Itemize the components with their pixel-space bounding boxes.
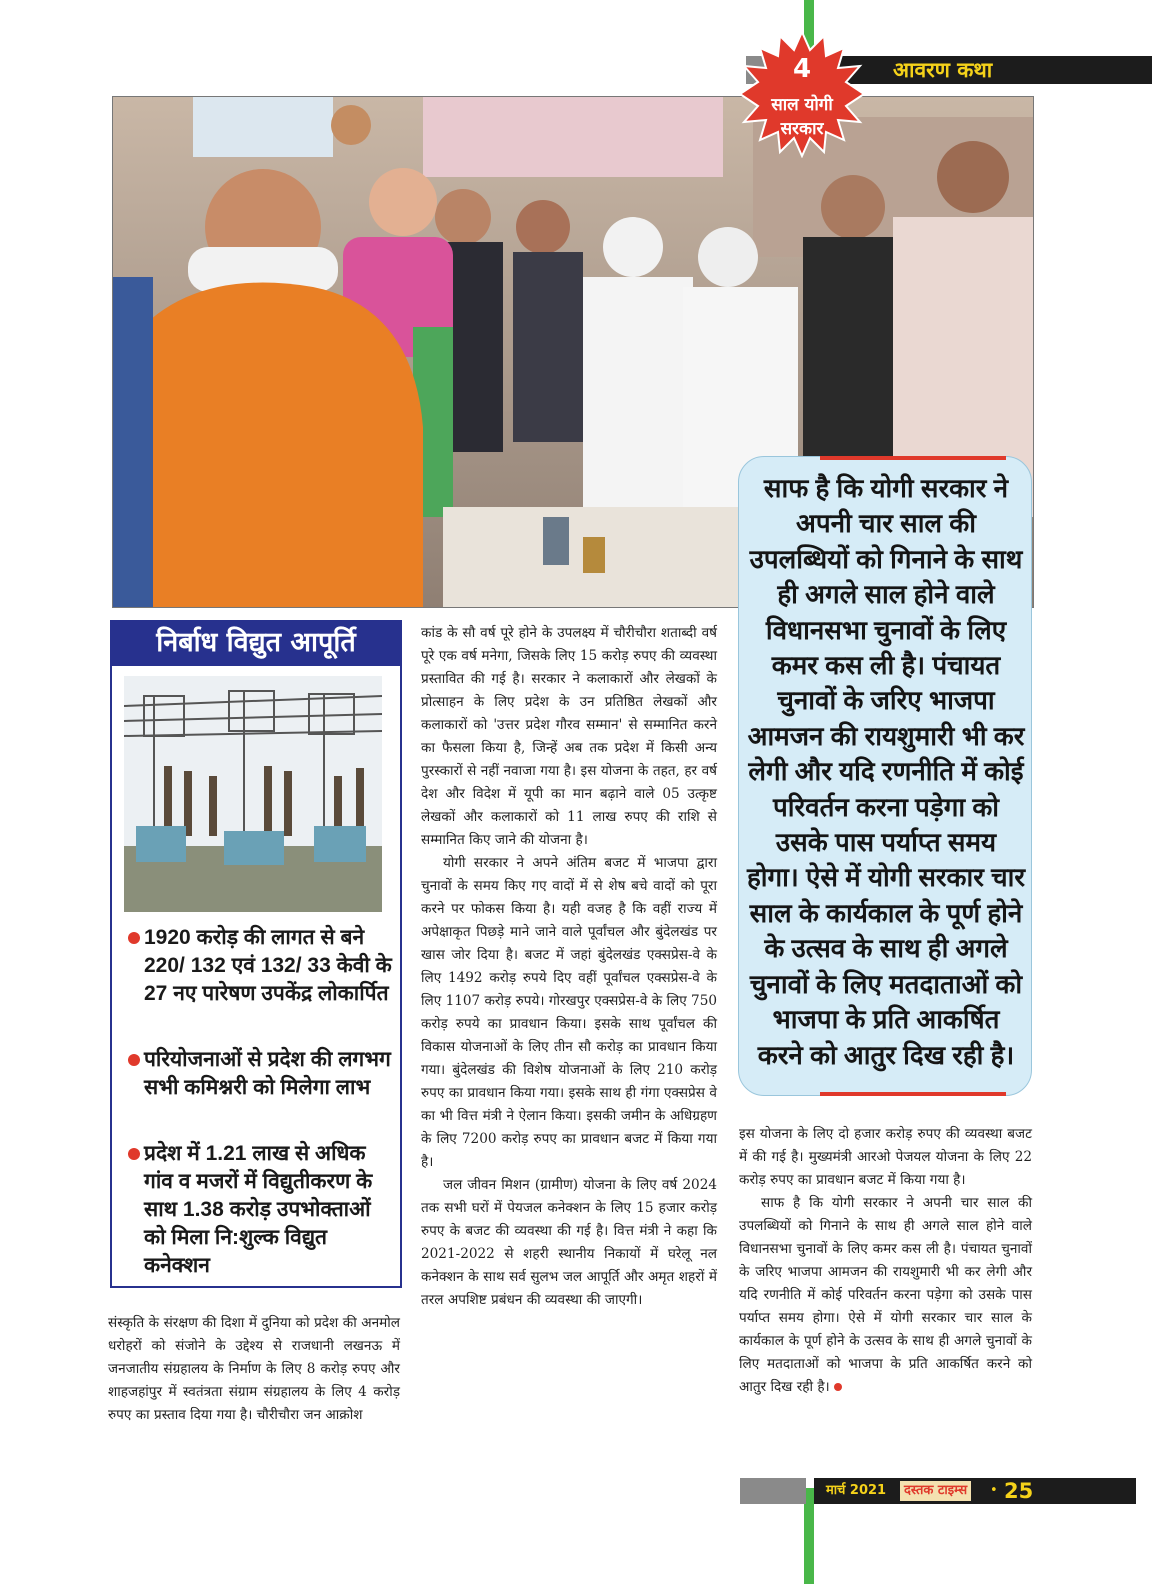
badge-number: 4	[792, 54, 812, 84]
article-paragraph: जल जीवन मिशन (ग्रामीण) योजना के लिए वर्ष 2024 तक सभी घरों में पेयजल कनेक्शन के लिए 15 हजार करोड़ रुपए के बजट की व्यवस्था की गई है। वित्त मंत्री ने कहा कि 2021-2022 से शहरी स्थानीय निकायों में घरेलू नल कनेक्शन के साथ सर्व सुलभ जल आपूर्ति और अमृत शहरों में तरल अपशिष्ट प्रबंधन की व्यवस्था की जाएगी।	[421, 1177, 717, 1308]
article-paragraph: संस्कृति के संरक्षण की दिशा में दुनिया को प्रदेश की अनमोल धरोहरों को संजोने के उद्देश्य से राजधानी लखनऊ में जनजातीय संग्रहालय के निर्माण के लिए 8 करोड़ रुपए और शाहजहांपुर में स्वतंत्रता संग्राम संग्रहालय के लिए 4 करोड़ रुपए का प्रस्ताव दिया गया है। चौरीचौरा जन आक्रोश	[108, 1315, 400, 1423]
substation-photo	[124, 676, 382, 912]
footer-separator: •	[990, 1483, 998, 1498]
article-paragraph: इस योजना के लिए दो हजार करोड़ रुपए की व्यवस्था बजट में की गई है। मुख्यमंत्री आरओ पेजयल योजना के लिए 22 करोड़ रुपए का प्रावधान बजट में किया गया है।	[739, 1126, 1032, 1188]
anniversary-badge	[738, 30, 866, 158]
pull-quote-bottom-rule	[820, 1092, 1006, 1096]
sidebar-bullet-text: 1920 करोड़ की लागत से बने 220/ 132 एवं 132/ 33 केवी के 27 नए पारेषण उपकेंद्र लोकार्पित	[144, 926, 392, 1005]
end-mark-icon	[834, 1383, 842, 1391]
badge-line-1: साल योगी	[771, 95, 833, 115]
footer-date: मार्च 2021	[826, 1483, 887, 1498]
pull-quote-top-rule	[820, 456, 1006, 460]
sidebar-bullet-text: प्रदेश में 1.21 लाख से अधिक गांव व मजरों में विद्युतीकरण के साथ 1.38 करोड़ उपभोक्ताओं को मिला नि:शुल्क विद्युत कनेक्शन	[144, 1142, 373, 1277]
bullet-dot-icon	[128, 1148, 140, 1160]
article-column-right	[739, 1123, 1032, 1399]
article-paragraph-text: साफ है कि योगी सरकार ने अपनी चार साल की उपलब्धियों को गिनाने के साथ ही अगले साल होने वाले विधानसभा चुनावों के लिए कमर कस ली है। पंचायत चुनावों के जरिए भाजपा आमजन की रायशुमारी भी कर लेगी और यदि रणनीति में कोई परिवर्तन करना पड़ेगा को उसके पास पर्याप्त समय होगा। ऐसे में योगी सरकार चार साल के कार्यकाल के पूर्ण होने के उत्सव के साथ ही अगले चुनावों के लिए मतदाताओं को भाजपा के प्रति आकर्षित करने को आतुर दिख रही है।	[739, 1195, 1032, 1395]
article-column-middle	[421, 622, 717, 1312]
article-column-left	[108, 1312, 400, 1427]
footer-bar-grey	[740, 1478, 806, 1504]
article-paragraph-final	[739, 1192, 1032, 1399]
magazine-logo: दस्तक टाइम्स	[900, 1481, 971, 1501]
article-paragraph: कांड के सौ वर्ष पूरे होने के उपलक्ष्य में चौरीचौरा शताब्दी वर्ष पूरे एक वर्ष मनेगा, जिसके लिए 15 करोड़ रुपए की व्यवस्था प्रस्तावित की गई है। सरकार ने कलाकारों और लेखकों के प्रोत्साहन के लिए प्रदेश के उन प्रतिष्ठित लेखकों और कलाकारों को 'उत्तर प्रदेश गौरव सम्मान' से सम्मानित करने का फैसला किया है, जिन्हें अब तक प्रदेश में किसी अन्य पुरस्कारों से नहीं नवाजा गया है। इस योजना के तहत, हर वर्ष देश और विदेश में यूपी का मान बढ़ाने वाले 05 उत्कृष्ट लेखकों और कलाकारों को 11 लाख रुपए की राशि से सम्मानित किए जाने की योजना है।	[421, 625, 717, 848]
bullet-dot-icon	[128, 932, 140, 944]
bullet-dot-icon	[128, 1054, 140, 1066]
page-number: 25	[1004, 1479, 1034, 1503]
pull-quote-box	[738, 456, 1032, 1096]
sidebar-title: निर्बाध विद्युत आपूर्ति	[110, 620, 402, 666]
pull-quote-text: साफ है कि योगी सरकार ने अपनी चार साल की उपलब्धियों को गिनाने के साथ ही अगले साल होने वाले विधानसभा चुनावों के लिए कमर कस ली है। पंचायत चुनावों के जरिए भाजपा आमजन की रायशुमारी भी कर लेगी और यदि रणनीति में कोई परिवर्तन करना पड़ेगा को उसके पास पर्याप्त समय होगा। ऐसे में योगी सरकार चार साल के कार्यकाल के पूर्ण होने के उत्सव के साथ ही अगले चुनावों के लिए मतदाताओं को भाजपा के प्रति आकर्षित करने को आतुर दिख रही है।	[747, 473, 1025, 1070]
article-paragraph: योगी सरकार ने अपने अंतिम बजट में भाजपा द्वारा चुनावों के समय किए गए वादों में से शेष बचे वादों को पूरा करने पर फोकस किया है। यही वजह है कि वहीं राज्य में अपेक्षाकृत पिछड़े माने जाने वाले पूर्वांचल और बुंदेलखंड पर खास जोर दिया है। बजट में जहां बुंदेलखंड एक्सप्रेस-वे के लिए 1492 करोड़ रुपये दिए वहीं पूर्वांचल एक्सप्रेस-वे के लिए 1107 करोड़ रुपये। गोरखपुर एक्सप्रेस-वे के लिए 750 करोड़ रुपये का प्रावधान किया। इसके साथ पूर्वांचल की विकास योजनाओं के लिए तीन सौ करोड़ का प्रावधान किया गया। बुंदेलखंड की विशेष योजनाओं के लिए 210 करोड़ रुपए का प्रावधान किया गया। इसके साथ ही गंगा एक्सप्रेस वे का भी वित्त मंत्री ने ऐलान किया। इसकी जमीन के अधिग्रहण के लिए 7200 करोड़ रुपए का प्रावधान बजट में किया गया है।	[421, 855, 717, 1170]
badge-line-2: सरकार	[780, 119, 824, 139]
sidebar-bullet-text: परियोजनाओं से प्रदेश की लगभग सभी कमिश्नरी को मिलेगा लाभ	[144, 1048, 391, 1099]
section-label: आवरण कथा	[893, 58, 993, 82]
